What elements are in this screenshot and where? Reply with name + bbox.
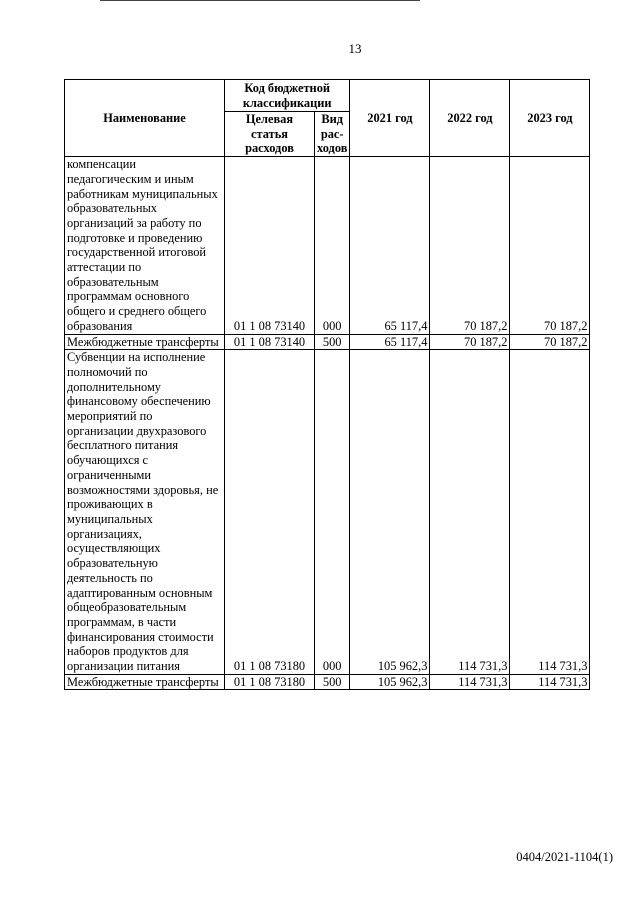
row-expense-type: 500	[315, 674, 350, 690]
table-row	[65, 350, 590, 674]
header-budget-code: Код бюджетной классификации	[225, 80, 350, 112]
row-target-article: 01 1 08 73180	[225, 350, 315, 674]
row-target-article: 01 1 08 73140	[225, 157, 315, 334]
row-2022: 70 187,2	[430, 157, 510, 334]
table-row	[65, 334, 590, 350]
row-target-article: 01 1 08 73140	[225, 334, 315, 350]
document-code: 0404/2021-1104(1)	[516, 850, 613, 864]
header-2022: 2022 год	[430, 80, 510, 157]
row-name: Межбюджетные трансферты	[65, 674, 225, 690]
row-2021: 65 117,4	[350, 334, 430, 350]
row-2023: 70 187,2	[510, 334, 590, 350]
top-rule	[100, 0, 420, 1]
row-target-article: 01 1 08 73180	[225, 674, 315, 690]
header-expense-type: Вид рас-ходов	[315, 112, 350, 157]
row-2023: 70 187,2	[510, 157, 590, 334]
row-expense-type: 500	[315, 334, 350, 350]
header-target-article: Целевая статья расходов	[225, 112, 315, 157]
row-2023: 114 731,3	[510, 350, 590, 674]
row-2022: 70 187,2	[430, 334, 510, 350]
row-2021: 105 962,3	[350, 350, 430, 674]
budget-table	[64, 79, 590, 690]
row-name: Субвенции на исполнение полномочий по дополнительному финансовому обеспечению мероприятий по организации двухразового бесплатного питания обучающихся с ограниченными возможностями здоровья, не проживающих в муниципальных организациях, осуществляющих образовательную деятельность по адаптированным основным общеобразовательным программам, в части финансирования стоимости наборов продуктов для организации питания	[65, 350, 225, 674]
row-expense-type: 000	[315, 350, 350, 674]
table-row	[65, 157, 590, 334]
row-2021: 65 117,4	[350, 157, 430, 334]
row-2022: 114 731,3	[430, 674, 510, 690]
header-2023: 2023 год	[510, 80, 590, 157]
row-name: компенсации педагогическим и иным работникам муниципальных образовательных организаций за работу по подготовке и проведению государственной итоговой аттестации по образовательным программам основного общего и среднего общего образования	[65, 157, 225, 334]
page-number: 13	[348, 41, 362, 56]
row-2022: 114 731,3	[430, 350, 510, 674]
header-2021: 2021 год	[350, 80, 430, 157]
header-name: Наименование	[65, 80, 225, 157]
row-2021: 105 962,3	[350, 674, 430, 690]
table-row	[65, 674, 590, 690]
row-2023: 114 731,3	[510, 674, 590, 690]
row-expense-type: 000	[315, 157, 350, 334]
row-name: Межбюджетные трансферты	[65, 334, 225, 350]
